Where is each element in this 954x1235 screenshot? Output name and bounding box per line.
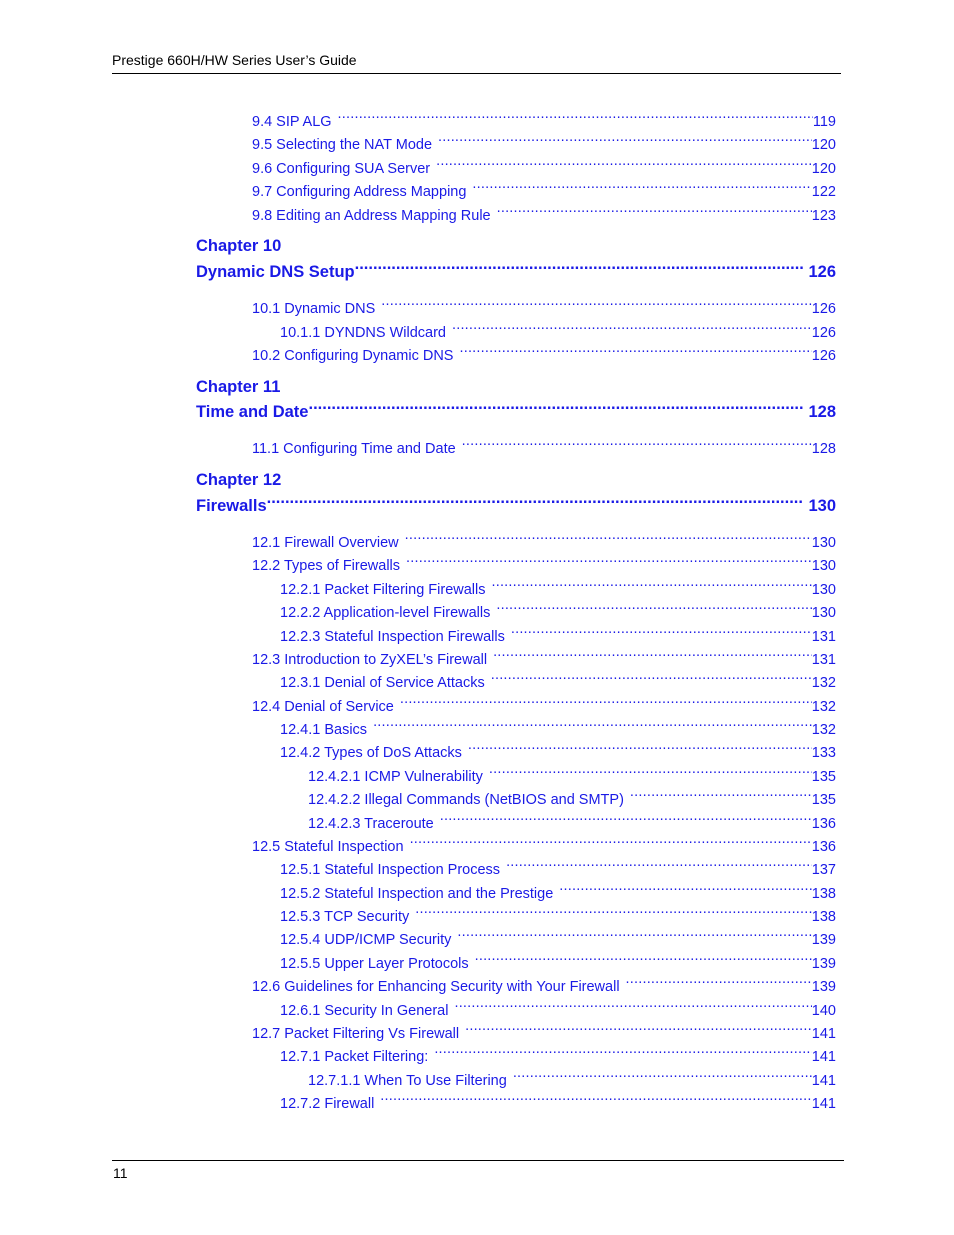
- toc-entry[interactable]: [280, 576, 836, 599]
- dot-leader: [380, 1090, 812, 1108]
- chapter-page: 128: [808, 403, 836, 421]
- toc-entry[interactable]: [252, 342, 836, 365]
- toc-entry[interactable]: [252, 435, 836, 458]
- toc-entry-title: 12.4.2.1 ICMP Vulnerability: [308, 769, 483, 785]
- toc-entry-page: 133: [811, 745, 836, 761]
- toc-entry-title: 12.2.1 Packet Filtering Firewalls: [280, 582, 486, 598]
- dot-leader: [459, 342, 811, 360]
- toc-entry-title: 10.2 Configuring Dynamic DNS: [252, 348, 454, 364]
- chapter-title: Time and Date: [196, 403, 309, 421]
- toc-entry[interactable]: [252, 973, 836, 996]
- dot-leader: [559, 880, 812, 898]
- toc-entry-page: 141: [811, 1026, 836, 1042]
- chapter-page: 126: [808, 263, 836, 281]
- toc-entry-page: 132: [811, 722, 836, 738]
- toc-entry-title: 12.2.3 Stateful Inspection Firewalls: [280, 629, 505, 645]
- dot-leader: [410, 833, 812, 851]
- dot-leader: [405, 529, 812, 547]
- toc-entry-page: 135: [811, 792, 836, 808]
- dot-leader: [440, 810, 812, 828]
- dot-leader: [626, 973, 812, 991]
- dot-leader: [472, 178, 811, 196]
- dot-leader: [338, 108, 813, 126]
- dot-leader: [630, 786, 812, 804]
- toc-entry-page: 138: [811, 909, 836, 925]
- toc-entry-title: 12.2.2 Application-level Firewalls: [280, 605, 491, 621]
- dot-leader: [436, 155, 812, 173]
- toc-entry-title: 12.5 Stateful Inspection: [252, 839, 404, 855]
- toc-entry-page: 126: [811, 348, 836, 364]
- toc-entry[interactable]: [280, 1090, 836, 1113]
- toc-entry[interactable]: [308, 810, 836, 833]
- toc-entry-page: 138: [811, 886, 836, 902]
- chapter-title: Dynamic DNS Setup: [196, 263, 355, 281]
- dot-leader: [438, 131, 812, 149]
- toc-entry-page: 119: [812, 114, 836, 130]
- toc-entry-title: 12.1 Firewall Overview: [252, 535, 399, 551]
- toc-entry-page: 136: [811, 839, 836, 855]
- toc-entry-page: 130: [811, 558, 836, 574]
- toc-entry-page: 120: [811, 161, 836, 177]
- toc-entry[interactable]: [280, 669, 836, 692]
- toc-entry-title: 12.5.2 Stateful Inspection and the Prestige: [280, 886, 554, 902]
- toc-entry-title: 11.1 Configuring Time and Date: [252, 441, 456, 457]
- toc-entry-page: 130: [811, 582, 836, 598]
- toc-entry-page: 130: [811, 605, 836, 621]
- dot-leader: [267, 491, 805, 511]
- toc-entry-page: 141: [811, 1096, 836, 1112]
- toc-entry[interactable]: [252, 202, 836, 225]
- toc-entry-title: 12.4.1 Basics: [280, 722, 368, 738]
- toc-entry-page: 140: [811, 1003, 836, 1019]
- toc-entry[interactable]: [280, 1043, 836, 1066]
- toc-entry-title: 9.4 SIP ALG: [252, 114, 332, 130]
- toc-entry[interactable]: [280, 739, 836, 762]
- dot-leader: [491, 669, 812, 687]
- toc-entry[interactable]: [252, 833, 836, 856]
- toc-entry-title: 9.7 Configuring Address Mapping: [252, 184, 467, 200]
- toc-entry[interactable]: [308, 786, 836, 809]
- toc-entry-page: 139: [811, 932, 836, 948]
- toc-entry-page: 120: [811, 137, 836, 153]
- dot-leader: [406, 552, 812, 570]
- toc-entry-title: 12.5.1 Stateful Inspection Process: [280, 862, 501, 878]
- chapter-label: Chapter 11: [196, 378, 281, 396]
- toc-entry-page: 122: [811, 184, 836, 200]
- toc-entry[interactable]: [280, 903, 836, 926]
- dot-leader: [465, 1020, 812, 1038]
- toc-entry-title: 12.6.1 Security In General: [280, 1003, 449, 1019]
- toc-entry[interactable]: [252, 646, 836, 669]
- toc-entry[interactable]: [252, 155, 836, 178]
- dot-leader: [492, 576, 812, 594]
- dot-leader: [373, 716, 812, 734]
- toc-entry-title: 12.3.1 Denial of Service Attacks: [280, 675, 485, 691]
- toc-entry-title: 12.7 Packet Filtering Vs Firewall: [252, 1026, 460, 1042]
- toc-entry-title: 9.6 Configuring SUA Server: [252, 161, 431, 177]
- toc-entry-title: 12.5.3 TCP Security: [280, 909, 410, 925]
- dot-leader: [381, 295, 812, 313]
- toc-entry-title: 12.3 Introduction to ZyXEL’s Firewall: [252, 652, 488, 668]
- dot-leader: [475, 950, 812, 968]
- toc-entry-title: 12.5.5 Upper Layer Protocols: [280, 956, 469, 972]
- chapter-page: 130: [808, 497, 836, 515]
- toc-entry[interactable]: [280, 880, 836, 903]
- toc-entry-title: 12.7.1.1 When To Use Filtering: [308, 1073, 507, 1089]
- document-header-title: Prestige 660H/HW Series User’s Guide: [112, 52, 357, 68]
- toc-entry[interactable]: [308, 1067, 836, 1090]
- dot-leader: [415, 903, 812, 921]
- chapter-title-entry[interactable]: [196, 257, 836, 282]
- toc-entry-page: 132: [811, 675, 836, 691]
- toc-entry[interactable]: [280, 319, 836, 342]
- toc-entry-page: 136: [811, 816, 836, 832]
- dot-leader: [462, 435, 812, 453]
- toc-entry-title: 12.5.4 UDP/ICMP Security: [280, 932, 452, 948]
- toc-entry[interactable]: [280, 997, 836, 1020]
- footer-page-number: 11: [113, 1165, 128, 1181]
- dot-leader: [454, 997, 811, 1015]
- toc-entry-page: 131: [811, 629, 836, 645]
- dot-leader: [452, 319, 812, 337]
- toc-entry[interactable]: [252, 295, 836, 318]
- toc-entry[interactable]: [280, 926, 836, 949]
- toc-entry-title: 10.1 Dynamic DNS: [252, 301, 376, 317]
- toc-entry-title: 12.2 Types of Firewalls: [252, 558, 401, 574]
- toc-entry-title: 12.4.2 Types of DoS Attacks: [280, 745, 462, 761]
- footer-rule: [112, 1160, 844, 1161]
- chapter-label: Chapter 10: [196, 237, 282, 255]
- toc-entry-title: 12.4.2.3 Traceroute: [308, 816, 434, 832]
- dot-leader: [355, 257, 805, 277]
- toc-entry-page: 132: [811, 699, 836, 715]
- toc-entry-title: 12.4.2.2 Illegal Commands (NetBIOS and SMTP): [308, 792, 624, 808]
- toc-entry-page: 126: [811, 301, 836, 317]
- toc-entry[interactable]: [252, 529, 836, 552]
- toc-entry-title: 12.4 Denial of Service: [252, 699, 394, 715]
- toc-entry-page: 141: [811, 1073, 836, 1089]
- toc-entry[interactable]: [280, 856, 836, 879]
- toc-entry-title: 10.1.1 DYNDNS Wildcard: [280, 325, 446, 341]
- toc-entry-page: 131: [811, 652, 836, 668]
- toc-entry-page: 139: [811, 956, 836, 972]
- toc-entry-page: 128: [811, 441, 836, 457]
- dot-leader: [506, 856, 812, 874]
- toc-entry-title: 12.7.2 Firewall: [280, 1096, 375, 1112]
- dot-leader: [489, 763, 812, 781]
- dot-leader: [513, 1067, 812, 1085]
- dot-leader: [493, 646, 812, 664]
- toc-entry-title: 12.7.1 Packet Filtering:: [280, 1049, 429, 1065]
- dot-leader: [497, 202, 812, 220]
- dot-leader: [434, 1043, 811, 1061]
- header-rule: [112, 73, 841, 74]
- dot-leader: [511, 623, 812, 641]
- toc-entry[interactable]: [252, 552, 836, 575]
- toc-entry-page: 123: [811, 208, 836, 224]
- toc-entry-page: 135: [811, 769, 836, 785]
- chapter-label: Chapter 12: [196, 471, 282, 489]
- toc-entry[interactable]: [308, 763, 836, 786]
- chapter-title-entry[interactable]: [196, 491, 836, 516]
- toc-entry[interactable]: [280, 623, 836, 646]
- toc-entry-page: 126: [811, 325, 836, 341]
- toc-entry[interactable]: [252, 178, 836, 201]
- toc-entry[interactable]: [252, 108, 836, 131]
- toc-entry-title: 9.5 Selecting the NAT Mode: [252, 137, 433, 153]
- toc-entry-page: 130: [811, 535, 836, 551]
- chapter-title: Firewalls: [196, 497, 267, 515]
- dot-leader: [457, 926, 811, 944]
- toc-entry-page: 139: [811, 979, 836, 995]
- toc-entry[interactable]: [252, 693, 836, 716]
- chapter-title-entry[interactable]: [196, 397, 836, 422]
- dot-leader: [468, 739, 812, 757]
- toc-entry-title: 9.8 Editing an Address Mapping Rule: [252, 208, 491, 224]
- toc-entry[interactable]: [280, 599, 836, 622]
- dot-leader: [496, 599, 811, 617]
- dot-leader: [308, 397, 804, 417]
- toc-entry-page: 141: [811, 1049, 836, 1065]
- toc-entry[interactable]: [252, 131, 836, 154]
- toc-entry[interactable]: [280, 716, 836, 739]
- toc-entry[interactable]: [252, 1020, 836, 1043]
- toc-entry-page: 137: [811, 862, 836, 878]
- toc-entry-title: 12.6 Guidelines for Enhancing Security with Your Firewall: [252, 979, 620, 995]
- toc-entry[interactable]: [280, 950, 836, 973]
- dot-leader: [400, 693, 812, 711]
